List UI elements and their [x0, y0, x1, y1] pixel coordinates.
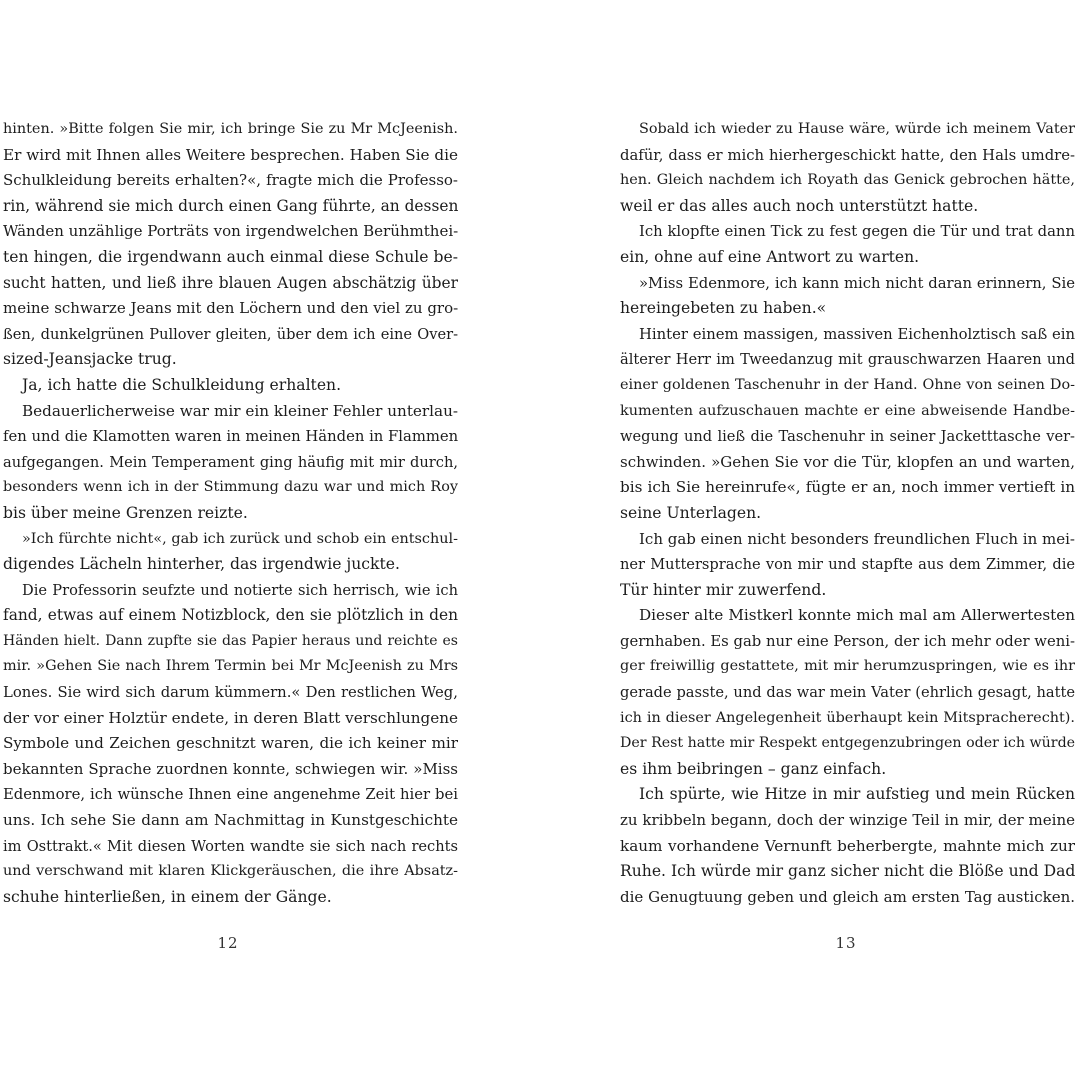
text-line: und verschwand mit klaren Klickgeräuschen, die ihre Absatz- [3, 863, 458, 880]
text-line: Er wird mit Ihnen alles Weitere besprechen. Haben Sie die [3, 145, 458, 164]
text-line: der vor einer Holztür endete, in deren Blatt verschlungene [3, 708, 458, 727]
text-line: Dieser alte Mistkerl konnte mich mal am Allerwertesten [639, 606, 1075, 625]
right-page-body [620, 117, 1075, 910]
text-line: uns. Ich sehe Sie dann am Nachmittag in Kunstgeschichte [3, 811, 458, 830]
text-line: Ruhe. Ich würde mir ganz sicher nicht die Blöße und Dad [620, 862, 1075, 881]
text-line: wegung und ließ die Taschenuhr in seiner Jacketttasche ver- [620, 428, 1075, 446]
text-line: hereingebeten zu haben.« [620, 299, 827, 318]
text-line: mir. »Gehen Sie nach Ihrem Termin bei Mr McJeenish zu Mrs [3, 658, 458, 675]
text-line: kaum vorhandene Vernunft beherbergte, mahnte mich zur [620, 836, 1075, 855]
text-line: »Ich fürchte nicht«, gab ich zurück und schob ein entschul- [22, 530, 458, 547]
text-line: Lones. Sie wird sich darum kümmern.« Den restlichen Weg, [3, 684, 458, 702]
text-line: Symbole und Zeichen geschnitzt waren, die ich keiner mir [3, 734, 458, 753]
text-line: Schulkleidung bereits erhalten?«, fragte mich die Professo- [3, 171, 458, 190]
text-line: Edenmore, ich wünsche Ihnen eine angenehme Zeit hier bei [3, 786, 458, 804]
text-line: ner Muttersprache von mir und stapfte aus dem Zimmer, die [620, 556, 1075, 574]
page-number-right: 13 [835, 934, 857, 952]
text-line: dafür, dass er mich hierhergeschickt hatte, den Hals umdre- [620, 146, 1075, 164]
text-line: Ich spürte, wie Hitze in mir aufstieg und mein Rücken [639, 785, 1075, 804]
text-line: Hinter einem massigen, massiven Eichenholztisch saß ein [639, 325, 1075, 343]
text-line: hen. Gleich nachdem ich Royath das Genick gebrochen hätte, [620, 172, 1075, 189]
text-line: seine Unterlagen. [620, 503, 762, 522]
text-line: Der Rest hatte mir Respekt entgegenzubringen oder ich würde [620, 735, 1075, 752]
text-line: ten hingen, die irgendwann auch einmal diese Schule be- [3, 247, 458, 266]
text-line: es ihm beibringen – ganz einfach. [620, 759, 887, 778]
text-line: »Miss Edenmore, ich kann mich nicht daran erinnern, Sie [639, 274, 1075, 292]
text-line: bis über meine Grenzen reizte. [3, 503, 248, 522]
text-line: schuhe hinterließen, in einem der Gänge. [3, 887, 332, 906]
text-line: bekannten Sprache zuordnen konnte, schwiegen wir. »Miss [3, 759, 458, 778]
text-line: Wänden unzählige Porträts von irgendwelchen Berühmthei- [3, 222, 458, 241]
text-line: Sobald ich wieder zu Hause wäre, würde ich meinem Vater [639, 121, 1075, 137]
text-line: Tür hinter mir zuwerfend. [620, 580, 827, 599]
text-line: weil er das alles auch noch unterstützt hatte. [620, 196, 979, 215]
page-number-left: 12 [217, 934, 239, 952]
text-line: Ja, ich hatte die Schulkleidung erhalten. [22, 375, 342, 394]
text-line: besonders wenn ich in der Stimmung dazu war und mich Roy [3, 479, 458, 496]
text-line: schwinden. »Gehen Sie vor die Tür, klopfen an und warten, [620, 452, 1075, 471]
text-line: die Genugtuung geben und gleich am ersten Tag austicken. [620, 887, 1075, 906]
text-line: sized-Jeansjacke trug. [3, 350, 177, 369]
text-line: ger freiwillig gestattete, mit mir herumzuspringen, wie es ihr [620, 658, 1075, 675]
text-line: aufgegangen. Mein Temperament ging häufig mit mir durch, [3, 453, 458, 471]
text-line: Händen hielt. Dann zupfte sie das Papier heraus und reichte es [3, 632, 458, 649]
text-line: bis ich Sie hereinrufe«, fügte er an, noch immer vertieft in [620, 478, 1075, 497]
text-line: Die Professorin seufzte und notierte sich herrisch, wie ich [22, 581, 458, 599]
text-line: im Osttrakt.« Mit diesen Worten wandte sie sich nach rechts [3, 837, 458, 855]
text-line: gerade passte, und das war mein Vater (ehrlich gesagt, hatte [620, 684, 1075, 702]
text-line: ßen, dunkelgrünen Pullover gleiten, über dem ich eine Over- [3, 325, 458, 343]
left-page-body [3, 117, 458, 910]
text-line: digendes Lächeln hinterher, das irgendwie juckte. [3, 555, 400, 574]
text-line: zu kribbeln begann, doch der winzige Teil in mir, der meine [620, 811, 1075, 830]
text-line: fand, etwas auf einem Notizblock, den sie plötzlich in den [3, 606, 458, 625]
text-line: hinten. »Bitte folgen Sie mir, ich bringe Sie zu Mr McJeenish. [3, 121, 458, 137]
text-line: ich in dieser Angelegenheit überhaupt kein Mitspracherecht). [620, 709, 1075, 726]
text-line: rin, während sie mich durch einen Gang führte, an dessen [3, 196, 458, 215]
text-line: sucht hatten, und ließ ihre blauen Augen abschätzig über [3, 273, 458, 292]
text-line: älterer Herr im Tweedanzug mit grauschwarzen Haaren und [620, 351, 1075, 369]
text-line: Ich gab einen nicht besonders freundlichen Fluch in mei- [639, 529, 1075, 548]
text-line: meine schwarze Jeans mit den Löchern und den viel zu gro- [3, 299, 458, 318]
text-line: Bedauerlicherweise war mir ein kleiner Fehler unterlau- [22, 401, 458, 420]
text-line: fen und die Klamotten waren in meinen Händen in Flammen [3, 428, 458, 446]
text-line: Ich klopfte einen Tick zu fest gegen die Tür und trat dann [639, 223, 1075, 241]
text-line: gernhaben. Es gab nur eine Person, der ich mehr oder weni- [620, 632, 1075, 650]
text-line: kumenten aufzuschauen machte er eine abweisende Handbe- [620, 402, 1075, 419]
text-line: ein, ohne auf eine Antwort zu warten. [620, 247, 920, 266]
text-line: einer goldenen Taschenuhr in der Hand. Ohne von seinen Do- [620, 376, 1075, 393]
